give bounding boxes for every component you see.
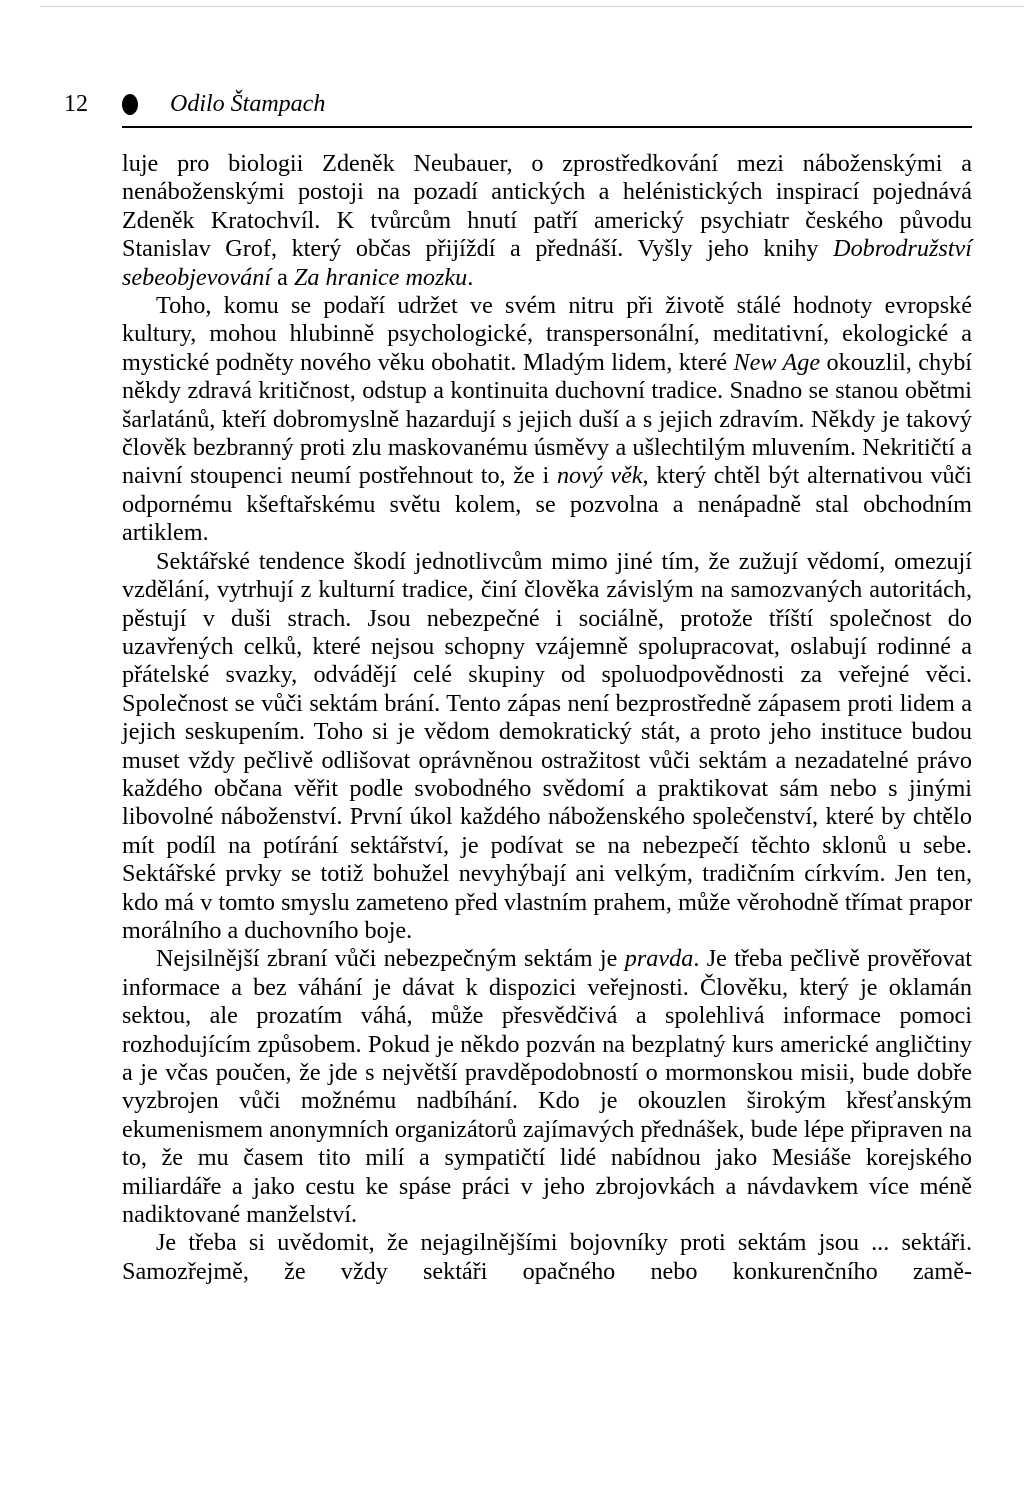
paragraph: [122, 292, 972, 548]
text-run: Nejsilnější zbraní vůči nebezpečným sektám je: [156, 945, 625, 973]
page-number: 12: [64, 91, 88, 117]
scan-top-edge: [40, 6, 1024, 7]
text-run: Toho, komu se podaří udržet ve svém nitru při životě stálé hodnoty evropské kultury, mohou hlubinně psychologické, transpersonální, meditativní, ekologické a mystické podněty nového věku obohatit. Mladým lidem, které: [122, 292, 972, 376]
text-run: a: [271, 263, 294, 291]
paragraph: [122, 548, 972, 946]
body-text: [122, 150, 972, 1286]
text-run: , který chtěl být alternativou vůči odpornému kšeftařskému světu kolem, se pozvolna a nenápadně stal obchodním artiklem.: [122, 462, 972, 547]
page-header: [64, 84, 964, 124]
text-run: luje pro biologii Zdeněk Neubauer, o zprostředkování mezi náboženskými a nenáboženskými postoji na pozadí antických a helénistických inspirací pojednává Zdeněk Kratochvíl. K tvůrcům hnutí patří americký psychiatr českého původu Stanislav Grof, který občas přijíždí a přednáší. Vyšly jeho knihy: [122, 150, 972, 263]
text-run: . Je třeba pečlivě prověřovat informace a bez váhání je dávat k dispozici veřejnosti. Člověku, který je oklamán sektou, ale prozatím váhá, může přesvědčivá a spolehlivá informace pomoci rozhodujícím způsobem. Pokud je někdo pozván na bezplatný kurs americké angličtiny a je včas poučen, že jde s největší pravděpodobností o mormonskou misii, bude dobře vyzbrojen vůči možnému nadbíhání. Kdo je okouzlen širokým křesťanským ekumenismem anonymních organizátorů zajímavých přednášek, bude lépe připraven na to, že mu časem tito milí a sympatičtí lidé nabídnou jako Mesiáše korejského miliardáře a jako cestu ke spáse práci v jeho zbrojovkách a návdavkem více méně nadiktované manželství.: [122, 945, 972, 1229]
running-head: Odilo Štampach: [170, 91, 326, 117]
paragraph: [122, 945, 972, 1229]
paragraph: [122, 1229, 972, 1286]
text-run: Je třeba si uvědomit, že nejagilnějšími bojovníky proti sektám jsou ... sektáři. Samozřejmě, že vždy sektáři opačného nebo konkurenčního zamě-: [122, 1229, 972, 1285]
italic-text: New Age: [733, 348, 821, 376]
bullet-icon: [122, 94, 138, 115]
italic-text: nový věk: [556, 462, 643, 490]
paragraph: [122, 150, 972, 292]
header-rule: [122, 126, 972, 128]
italic-text: pravda: [624, 945, 694, 973]
italic-text: Za hranice mozku: [293, 263, 468, 291]
text-run: .: [467, 263, 474, 291]
italic-text: Dobrodružství sebeobjevování: [122, 235, 972, 291]
text-run: Sektářské tendence škodí jednotlivcům mimo jiné tím, že zužují vědomí, omezují vzdělání, vytrhují z kulturní tradice, činí člověka závislým na samozvaných autoritách, pěstují v duši strach. Jsou nebezpečné i sociálně, protože tříští společnost do uzavřených celků, které nejsou schopny vzájemně spolupracovat, oslabují rodinné a přátelské svazky, odvádějí celé skupiny od spoluodpovědnosti za veřejné věci. Společnost se vůči sektám brání. Tento zápas není bezprostředně zápasem proti lidem a jejich seskupením. Toho si je vědom demokratický stát, a proto jeho instituce budou muset vždy pečlivě odlišovat oprávněnou ostražitost vůči sektám a nezadatelné právo každého občana věřit podle svobodného svědomí a praktikovat sám nebo s jinými libovolné náboženství. První úkol každého náboženského společenství, které by chtělo mít podíl na potírání sektářství, je podívat se na nebezpečí těchto sklonů u sebe. Sektářské prvky se totiž bohužel nevyhýbají ani velkým, tradičním církvím. Jen ten, kdo má v tomto smyslu zameteno před vlastním prahem, může věrohodně třímat prapor morálního a duchovního boje.: [122, 547, 972, 944]
text-run: okouzlil, chybí někdy zdravá kritičnost, odstup a kontinuita duchovní tradice. Snadno se stanou obětmi šarlatánů, kteří dobromyslně hazardují s jejich duší a s jejich zdravím. Někdy je takový člověk bezbranný proti zlu maskovanému úsměvy a ušlechtilým mluvením. Nekritičtí a naivní stoupenci neumí postřehnout to, že i: [122, 348, 973, 490]
